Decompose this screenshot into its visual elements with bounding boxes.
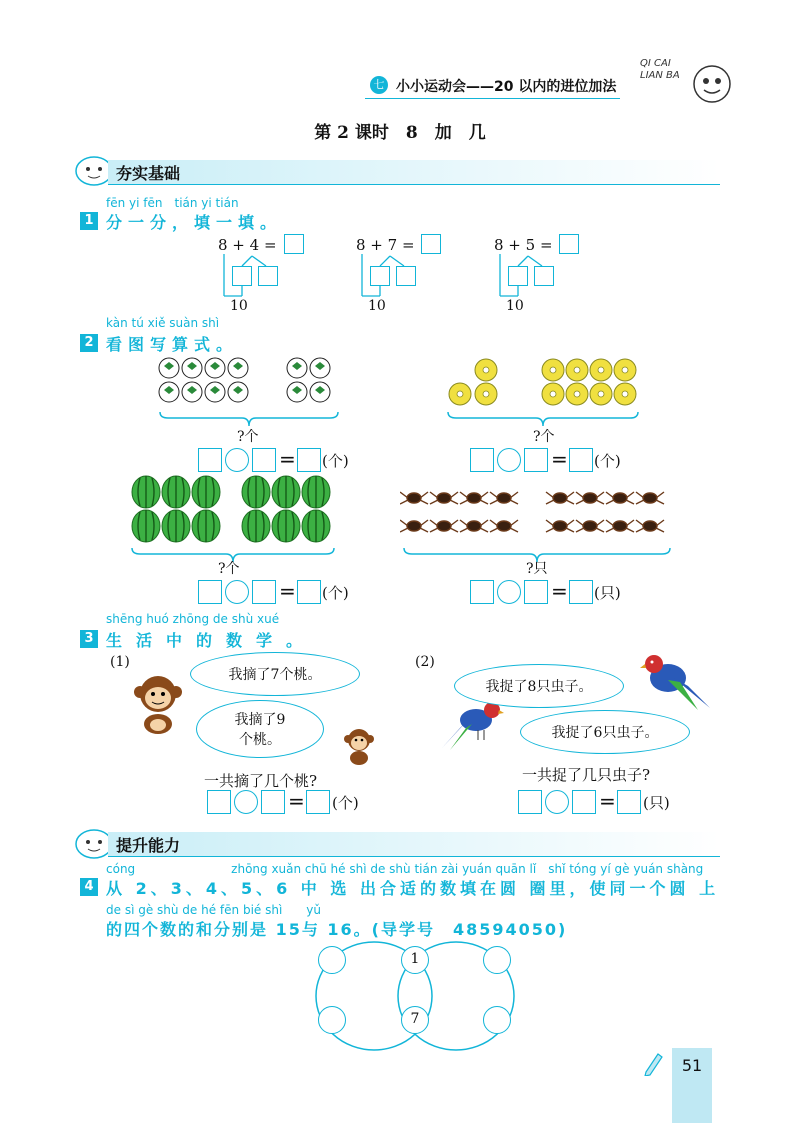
thought-cloud-1: 我摘了7个桃。 <box>190 652 360 696</box>
q2-eq1-op[interactable] <box>225 448 249 472</box>
q2-eq1-result[interactable] <box>297 448 321 472</box>
q2-label-2: ?个 <box>533 429 555 445</box>
q3-pinyin: shēng huó zhōng de shù xué <box>106 612 280 626</box>
q4-pinyin-1: cóng zhōng xuǎn chū hé shì de shù tián zài yuán quān lǐ shǐ tóng yí gè yuán shàng <box>106 862 704 876</box>
q1-expr-2: 8 + 7 = <box>356 236 415 254</box>
thought-cloud-2 <box>196 700 324 758</box>
q1-ten-3: 10 <box>506 298 524 314</box>
q2-label-1: ?个 <box>237 429 259 445</box>
q2-label-3: ?个 <box>218 561 240 577</box>
q2-eq3-result[interactable] <box>297 580 321 604</box>
q4-line-2: 的四个数的和分别是 15与 16。(导学号 48594050) <box>106 920 568 939</box>
section-banner-advanced <box>108 832 720 857</box>
q2-eq3-op[interactable] <box>225 580 249 604</box>
q1-number: 1 <box>80 212 98 230</box>
q2-eq1-box-b[interactable] <box>252 448 276 472</box>
q3-part1-label: (1) <box>110 654 130 670</box>
q2-eq3-equals: = <box>279 579 296 603</box>
q3-question-1: 一共摘了几个桃? <box>204 772 318 790</box>
cloud-2-line-1: 我摘了9 <box>234 712 286 728</box>
q2-eq4-box-b[interactable] <box>524 580 548 604</box>
lesson-title: 第 2 课时 8 加 几 <box>314 123 486 143</box>
watermelons-image <box>130 474 334 546</box>
bird-icon-1 <box>638 650 714 716</box>
q2-eq2-equals: = <box>551 447 568 471</box>
section-title-advanced: 提升能力 <box>116 836 181 855</box>
q1-ten-2: 10 <box>368 298 386 314</box>
q3-eq2-unit: (只) <box>643 794 670 812</box>
unit-badge: 七 <box>370 76 388 94</box>
puzzle-circle-bottom-left[interactable] <box>318 1006 346 1034</box>
q3-eq1-unit: (个) <box>332 794 359 812</box>
q3-eq1-op[interactable] <box>234 790 258 814</box>
q2-eq4-unit: (只) <box>594 584 621 602</box>
section-title-basic: 夯实基础 <box>116 164 181 183</box>
q2-eq2-box-b[interactable] <box>524 448 548 472</box>
puzzle-circle-top-right[interactable] <box>483 946 511 974</box>
puzzle-circle-top-left[interactable] <box>318 946 346 974</box>
q3-eq2-box-a[interactable] <box>518 790 542 814</box>
q3-eq2-result[interactable] <box>617 790 641 814</box>
spiders-image <box>400 486 670 544</box>
bird-icon-2 <box>440 698 506 754</box>
q1-answer-3[interactable] <box>559 234 579 254</box>
q4-pinyin-2: de sì gè shù de hé fēn bié shì yǔ <box>106 903 321 917</box>
q3-eq1-equals: = <box>288 789 305 813</box>
q2-eq3-box-a[interactable] <box>198 580 222 604</box>
monkey-icon <box>130 672 186 736</box>
q3-eq2-op[interactable] <box>545 790 569 814</box>
q3-question-2: 一共捉了几只虫子? <box>522 766 651 784</box>
q2-eq4-op[interactable] <box>497 580 521 604</box>
q2-eq2-op[interactable] <box>497 448 521 472</box>
q2-eq2-box-a[interactable] <box>470 448 494 472</box>
q3-eq1-result[interactable] <box>306 790 330 814</box>
q3-eq1-box-a[interactable] <box>207 790 231 814</box>
unit-title: 小小运动会——20 以内的进位加法 <box>396 79 617 95</box>
q3-part2-label: (2) <box>415 654 435 670</box>
q4-line-1: 从 2、3、4、5、6 中 选 出合适的数填在圆 圈里，使同一个圆 上 <box>106 879 720 898</box>
puzzle-circle-top-middle: 1 <box>401 946 429 974</box>
q3-eq2-box-b[interactable] <box>572 790 596 814</box>
q2-eq4-equals: = <box>551 579 568 603</box>
small-monkey-icon <box>342 726 376 766</box>
q1-ten-1: 10 <box>230 298 248 314</box>
q2-eq4-box-a[interactable] <box>470 580 494 604</box>
mascot-logo-icon <box>690 62 734 106</box>
q2-number: 2 <box>80 334 98 352</box>
q2-eq1-equals: = <box>279 447 296 471</box>
cloud-2-line-2: 个桃。 <box>239 732 281 748</box>
q2-eq2-result[interactable] <box>569 448 593 472</box>
q1-tree-1 <box>220 254 280 300</box>
soccer-balls-image <box>158 356 338 408</box>
q2-eq2-unit: (个) <box>594 452 621 470</box>
puzzle-circle-bottom-right[interactable] <box>483 1006 511 1034</box>
q3-number: 3 <box>80 630 98 648</box>
q1-answer-1[interactable] <box>284 234 304 254</box>
q3-title: 生活中的数学。 <box>106 631 317 650</box>
page-number: 51 <box>681 1056 703 1075</box>
pineapple-rings-image <box>448 358 638 408</box>
thought-cloud-4: 我捉了6只虫子。 <box>520 710 690 754</box>
q3-eq2-equals: = <box>599 789 616 813</box>
q1-tree-2 <box>358 254 418 300</box>
q2-eq4-result[interactable] <box>569 580 593 604</box>
q4-number: 4 <box>80 878 98 896</box>
pencil-icon <box>642 1050 664 1076</box>
thought-cloud-3: 我捉了8只虫子。 <box>454 664 624 708</box>
q1-expr-3: 8 + 5 = <box>494 236 553 254</box>
q2-label-4: ?只 <box>526 561 548 577</box>
q2-eq3-box-b[interactable] <box>252 580 276 604</box>
q1-tree-3 <box>496 254 556 300</box>
q1-title: 分一分，填一填。 <box>106 213 283 232</box>
q2-eq1-box-a[interactable] <box>198 448 222 472</box>
q1-pinyin: fēn yi fēn tián yi tián <box>106 196 239 210</box>
q1-answer-2[interactable] <box>421 234 441 254</box>
q2-title: 看图写算式。 <box>106 335 239 354</box>
q1-expr-1: 8 + 4 = <box>218 236 277 254</box>
logo-text: QI CAI LIAN BA <box>640 58 680 81</box>
puzzle-circle-bottom-middle: 7 <box>401 1006 429 1034</box>
q2-eq1-unit: (个) <box>322 452 349 470</box>
q3-eq1-box-b[interactable] <box>261 790 285 814</box>
q2-eq3-unit: (个) <box>322 584 349 602</box>
section-banner-basic <box>108 160 720 185</box>
q2-pinyin: kàn tú xiě suàn shì <box>106 316 220 330</box>
